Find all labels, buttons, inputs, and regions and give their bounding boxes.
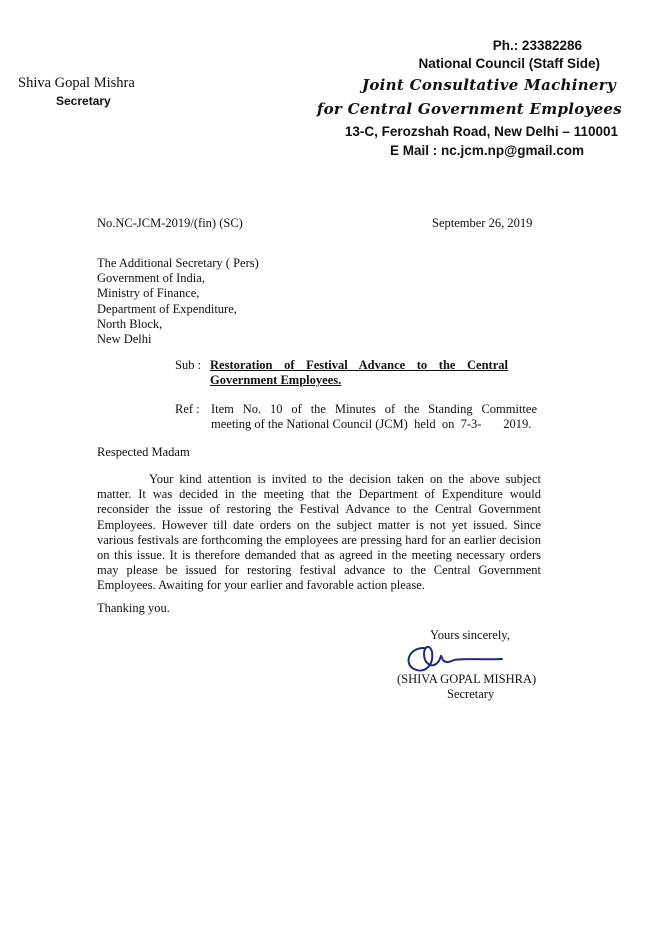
letter-date: September 26, 2019: [432, 216, 533, 230]
ref-label: Ref :: [175, 402, 200, 416]
addressee-line: Department of Expenditure,: [97, 301, 237, 316]
closing: Yours sincerely,: [430, 628, 510, 642]
signatory-title: Secretary: [447, 687, 495, 701]
salutation: Respected Madam: [97, 445, 190, 459]
addressee-block: [97, 256, 259, 347]
letterhead-phone: Ph.: 23382286: [492, 38, 582, 53]
subject-line: Restoration of Festival Advance to the Central: [210, 358, 508, 372]
ref-line: Item No. 10 of the Minutes of the Standing Committee: [211, 402, 537, 416]
letterhead-org-line2: for Central Government Employees: [316, 100, 622, 118]
letterhead-email: E Mail : nc.jcm.np@gmail.com: [390, 143, 584, 158]
thanking-line: Thanking you.: [97, 601, 170, 615]
reference-number: No.NC-JCM-2019/(fin) (SC): [97, 216, 243, 230]
addressee-line: The Additional Secretary ( Pers): [97, 256, 259, 270]
subject-label: Sub :: [175, 358, 202, 372]
addressee-line: New Delhi: [97, 332, 152, 347]
body-paragraph: Your kind attention is invited to the decision taken on the above subject matter. It was decided in the meeting that the Department of Expenditure would reconsider the issue of restoring the Festival Advance to the Central Government Employees. However till date orders on the subject matter is not yet issued. Since various festivals are forthcoming the employees are pressing hard for an earlier decision on this issue. It is therefore demanded that as agreed in the meeting necessary orders may please be issued for restoring festival advance to the Central Government Employees. Awaiting for your earlier and favorable action please.: [97, 472, 541, 593]
signatory-name: (SHIVA GOPAL MISHRA): [397, 672, 537, 686]
letterhead-org-line1: Joint Consultative Machinery: [361, 76, 616, 94]
subject-text: [210, 358, 508, 388]
addressee-line: Government of India,: [97, 271, 205, 286]
addressee-line: North Block,: [97, 316, 163, 331]
ref-line: meeting of the National Council (JCM) held on 7-3- 2019.: [211, 417, 532, 432]
subject-line: Government Employees.: [210, 373, 342, 388]
ref-text: [211, 402, 537, 432]
sender-title: Secretary: [56, 94, 111, 108]
letterhead-address: 13-C, Ferozshah Road, New Delhi – 110001: [344, 124, 618, 139]
sender-name: Shiva Gopal Mishra: [18, 75, 135, 91]
addressee-line: Ministry of Finance,: [97, 286, 200, 301]
letterhead-council: National Council (Staff Side): [418, 56, 600, 71]
